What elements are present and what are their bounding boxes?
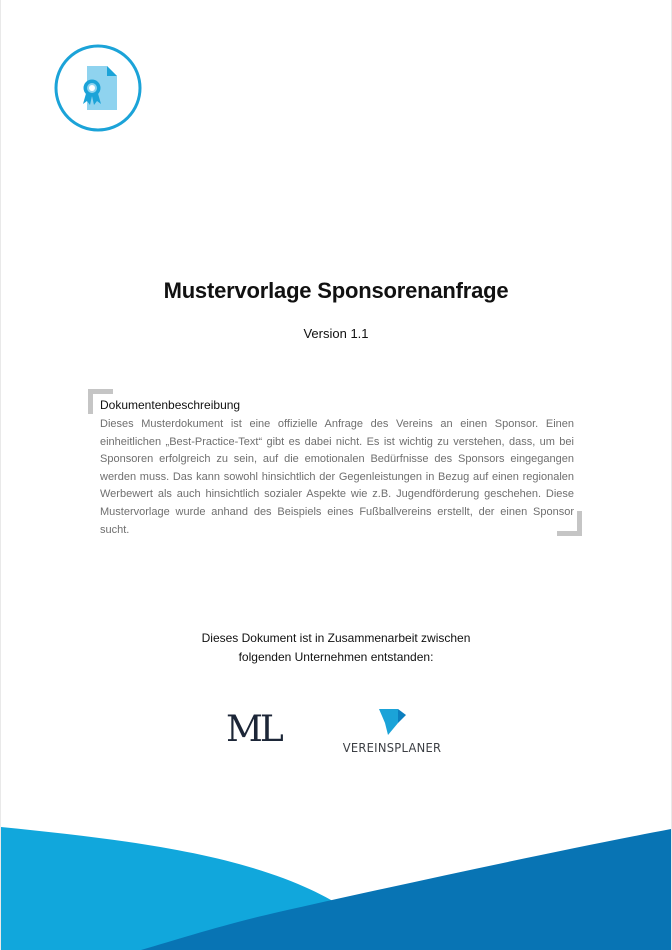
vereinsplaner-logo-text: VEREINSPLANER bbox=[342, 740, 442, 755]
collaboration-line-1: Dieses Dokument ist in Zusammenarbeit zwischen bbox=[201, 631, 471, 645]
document-version: Version 1.1 bbox=[303, 326, 369, 341]
document-certificate-icon bbox=[54, 44, 142, 132]
ml-logo: ML bbox=[226, 709, 281, 750]
vereinsplaner-logo bbox=[336, 707, 448, 757]
footer-wave-decoration bbox=[1, 815, 671, 950]
vereinsplaner-flag-icon bbox=[376, 707, 408, 737]
description-box bbox=[88, 389, 582, 536]
description-heading: Dokumentenbeschreibung bbox=[100, 398, 241, 412]
document-page bbox=[1, 0, 671, 950]
collaboration-line-2: folgenden Unternehmen entstanden: bbox=[238, 650, 434, 664]
description-text: Dieses Musterdokument ist eine offizielle Anfrage des Vereins an einen Sponsor. Einen einheitlichen „Best-Practice-Text“ gibt es dabei nicht. Es ist wichtig zu verstehen, dass, um bei Sponsoren erfolgreich zu sein, auf die emotionalen Bedürfnisse des Sponsors eingegangen werden muss. Das kann sowohl hinsichtlich der Gegenleistungen in Bezug auf einen regionalen Werbewert als auch hinsichtlich sozialer Aspekte wie z.B. Jugendförderung geschehen. Diese Mustervorlage wurde anhand des Beispiels eines Fußballvereins erstellt, der einen Sponsor sucht. bbox=[100, 418, 574, 536]
collaboration-note bbox=[1, 629, 671, 667]
document-title: Mustervorlage Sponsorenanfrage bbox=[163, 278, 509, 303]
